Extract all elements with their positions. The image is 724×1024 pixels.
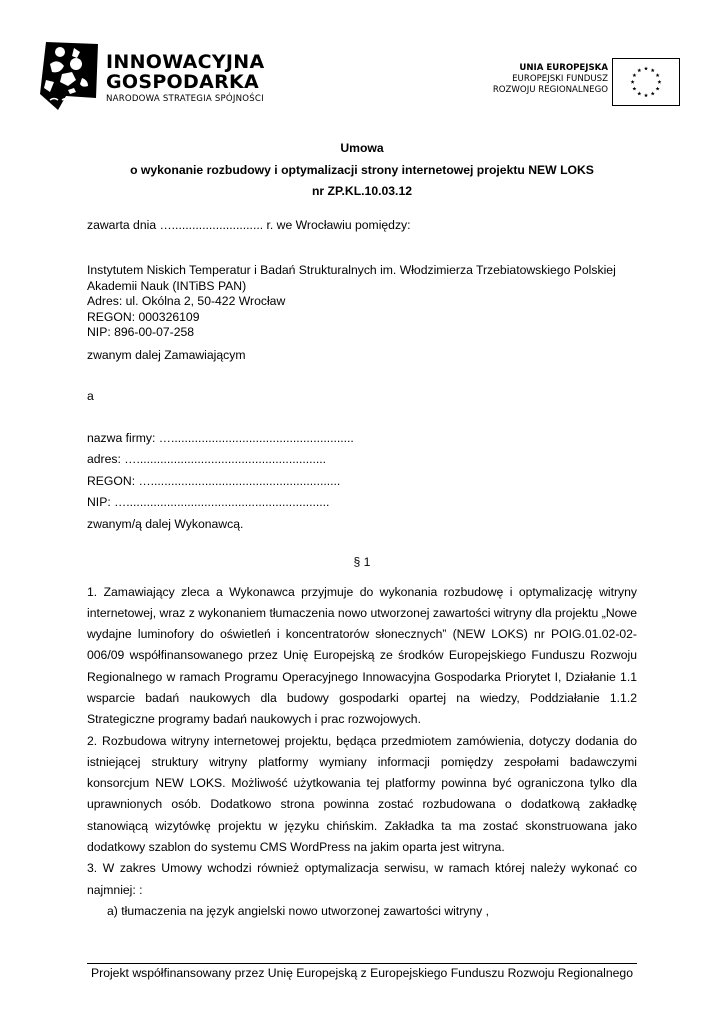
eu-star [651, 92, 655, 96]
title-line-1: Umowa [340, 141, 384, 155]
eu-line-1: UNIA EUROPEJSKA [519, 63, 608, 73]
conjunction: a [87, 389, 94, 403]
logo-line-2: GOSPODARKA [106, 71, 260, 93]
party2-role: zwanym/ą dalej Wykonawcą. [87, 516, 244, 531]
party1-nip: NIP: 896-00-07-258 [87, 325, 195, 339]
logo-line-3: NARODOWA STRATEGIA SPÓJNOŚCI [106, 94, 264, 104]
eu-star [631, 80, 635, 84]
logo-line-1: INNOWACYJNA [106, 51, 265, 73]
eu-star [632, 87, 636, 91]
eu-flag-icon [612, 58, 680, 106]
title-line-2: o wykonanie rozbudowy i optymalizacji strony internetowej projektu NEW LOKS [130, 162, 594, 177]
eu-line-2: EUROPEJSKI FUNDUSZ [512, 74, 608, 84]
eu-wordmark [493, 63, 608, 96]
eu-line-3: ROZWOJU REGIONALNEGO [492, 85, 608, 95]
paragraph-2: 2. Rozbudowa witryny internetowej projektu, będąca przedmiotem zamówienia, dotyczy dodania do istniejącej struktury witryny platformy wymiany informacji pomiędzy zespołami badawczymi konsorcjum NEW LOKS. Możliwość użytkowania tej platformy powinna być ograniczona tylko dla uprawnionych osób. Dodatkowo strona powinna zostać rozbudowana o dodatkową zakładkę stanowiącą wizytówkę projektu w języku chińskim. Zakładka ta ma zostać skonstruowana jako dodatkowy szablon do systemu CMS WordPress na jakim oparta jest witryna. [87, 733, 637, 855]
party2-address: adres: …........................................................ [87, 452, 327, 466]
party1-regon: REGON: 000326109 [87, 309, 200, 324]
section-heading: § 1 [353, 555, 371, 569]
party2-nip: NIP: …............................................................ [87, 495, 330, 509]
eu-star [656, 87, 660, 91]
eu-star [657, 80, 661, 84]
eu-star [644, 66, 648, 70]
footer-text: Projekt współfinansowany przez Unię Europejską z Europejskiego Funduszu Rozwoju Regionalnego [91, 966, 633, 980]
innowacyjna-gospodarka-wordmark [106, 52, 265, 105]
eu-star [644, 93, 648, 97]
paragraph-3a: a) tłumaczenia na język angielski nowo utworzonej zawartości witryny , [107, 903, 490, 918]
intro-line: zawarta dnia …........................... r. we Wrocławiu pomiędzy: [87, 217, 411, 232]
page-footer [87, 963, 637, 981]
party2-regon: REGON: …........................................................ [87, 473, 341, 488]
document-header [0, 0, 724, 120]
paragraph-3: 3. W zakres Umowy wchodzi również optymalizacja serwisu, w ramach której należy wykonać co najmniej: : [87, 861, 637, 897]
innowacyjna-gospodarka-logo [36, 40, 102, 110]
party2-name: nazwa firmy: …...................................................... [87, 430, 354, 445]
eu-star [651, 68, 655, 72]
party1-role: zwanym dalej Zamawiającym [87, 347, 246, 362]
party1-name: Instytutem Niskich Temperatur i Badań Strukturalnych im. Włodzimierza Trzebiatowskiego Polskiej Akademii Nauk (INTiBS PAN) [87, 263, 616, 293]
party1-address: Adres: ul. Okólna 2, 50-422 Wrocław [87, 294, 286, 308]
title-line-3: nr ZP.KL.10.03.12 [311, 184, 413, 198]
eu-star [637, 92, 641, 96]
eu-star [637, 68, 641, 72]
paragraph-1: 1. Zamawiający zleca a Wykonawca przyjmuje do wykonania rozbudowę i optymalizację witryny internetowej, wraz z wykonaniem tłumaczenia nowo utworzonej zawartości witryny dla projektu „Nowe wydajne luminofory do oświetleń i koncentratorów słonecznych” (NEW LOKS) nr POIG.01.02-02-006/09 współfinansowanego przez Unię Europejską ze środków Europejskiego Funduszu Rozwoju Regionalnego w ramach Programu Operacyjnego Innowacyjna Gospodarka Priorytet I, Działanie 1.1 wsparcie badań naukowych dla budowy gospodarki opartej na wiedzy, Poddziałanie 1.1.2 Strategiczne programy badań naukowych i prac rozwojowych. [87, 584, 637, 727]
eu-star [632, 73, 636, 77]
contract-body [87, 138, 637, 922]
eu-star [656, 73, 660, 77]
